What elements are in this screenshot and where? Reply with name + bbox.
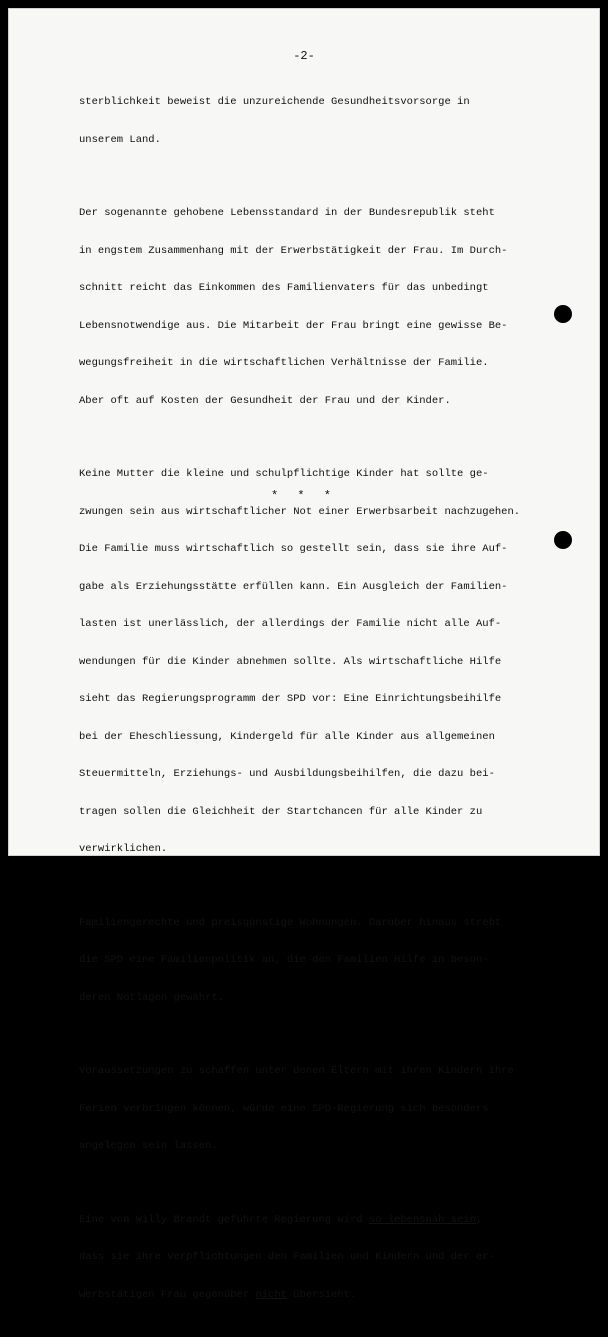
text-line: Ferien verbringen können, würde eine SPD-Regierung sich besonders <box>79 1102 489 1115</box>
text-line: wendungen für die Kinder abnehmen sollte. Als wirtschaftliche Hilfe <box>79 655 502 668</box>
text-line: gabe als Erziehungsstätte erfüllen kann. Ein Ausgleich der Familien- <box>79 580 508 593</box>
text-line: in engstem Zusammenhang mit der Erwerbstätigkeit der Frau. Im Durch- <box>79 244 508 257</box>
text-line: Die Familie muss wirtschaftlich so gestellt sein, dass sie ihre Auf- <box>79 543 508 555</box>
document-page <box>8 8 600 1301</box>
text-line: sieht das Regierungsprogramm der SPD vor: Eine Einrichtungsbeihilfe <box>79 693 502 705</box>
paragraph-5 <box>79 1040 579 1178</box>
closing-mark: * * * <box>270 489 337 503</box>
punch-hole <box>554 531 572 549</box>
text-line: deren Notlagen gewährt. <box>79 991 224 1004</box>
paragraph-3 <box>79 443 579 881</box>
text-line: Aber oft auf Kosten der Gesundheit der Frau und der Kinder. <box>79 394 451 407</box>
text-run: werbstätigen Frau gegenüber <box>79 1288 256 1301</box>
text-line: Der sogenannte gehobene Lebensstandard in der Bundesrepublik steht <box>79 207 495 219</box>
text-line: angelegen sein lassen. <box>79 1140 218 1152</box>
text-line: lasten ist unerlässlich, der allerdings der Familie nicht alle Auf- <box>79 618 502 630</box>
text-run: Eine von Willy Brandt geführte Regierung wird <box>79 1213 369 1226</box>
text-line: verwirklichen. <box>79 843 168 855</box>
text-line: Steuermitteln, Erziehungs- und Ausbildungsbeihilfen, die dazu bei- <box>79 768 495 780</box>
body-text <box>79 71 579 1337</box>
paragraph-6 <box>79 1189 579 1327</box>
text-line <box>79 1289 579 1302</box>
text-line: Familiengerechte und preisgünstige Wohnungen. Darüber hinaus strebt <box>79 916 502 929</box>
text-line: tragen sollen die Gleichheit der Startchancen für alle Kinder zu <box>79 805 483 818</box>
text-line: sterblichkeit beweist die unzureichende Gesundheitsvorsorge in <box>79 96 470 108</box>
text-line: zwungen sein aus wirtschaftlicher Not einer Erwerbsarbeit nachzugehen. <box>79 505 521 518</box>
text-line: Voraussetzungen zu schaffen unter denen Eltern mit ihren Kindern ihre <box>79 1065 514 1077</box>
text-run: , <box>475 1213 483 1226</box>
text-line: wegungsfreiheit in die wirtschaftlichen Verhältnisse der Familie. <box>79 357 489 369</box>
text-line: bei der Eheschliessung, Kindergeld für alle Kinder aus allgemeinen <box>79 730 495 743</box>
text-line: schnitt reicht das Einkommen des Familienvaters für das unbedingt <box>79 282 489 294</box>
page-number: -2- <box>293 49 315 63</box>
paragraph-4 <box>79 892 579 1030</box>
text-line: Keine Mutter die kleine und schulpflichtige Kinder hat sollte ge- <box>79 468 489 480</box>
paragraph-1 <box>79 71 579 171</box>
paragraph-2 <box>79 182 579 432</box>
text-line: die SPD eine Familienpolitik an, die den Familien Hilfe in beson- <box>79 954 489 966</box>
punch-hole <box>554 305 572 323</box>
text-line <box>79 1214 579 1227</box>
underlined-emphasis: so lebensnah sein <box>368 1213 476 1226</box>
underlined-emphasis: nicht <box>255 1288 287 1301</box>
text-line: dass sie ihre Verpflichtungen den Familien und Kindern und der er- <box>79 1251 495 1263</box>
text-line: unserem Land. <box>79 133 161 146</box>
text-run: übersieht. <box>286 1288 357 1301</box>
text-line: Lebensnotwendige aus. Die Mitarbeit der Frau bringt eine gewisse Be- <box>79 319 508 332</box>
